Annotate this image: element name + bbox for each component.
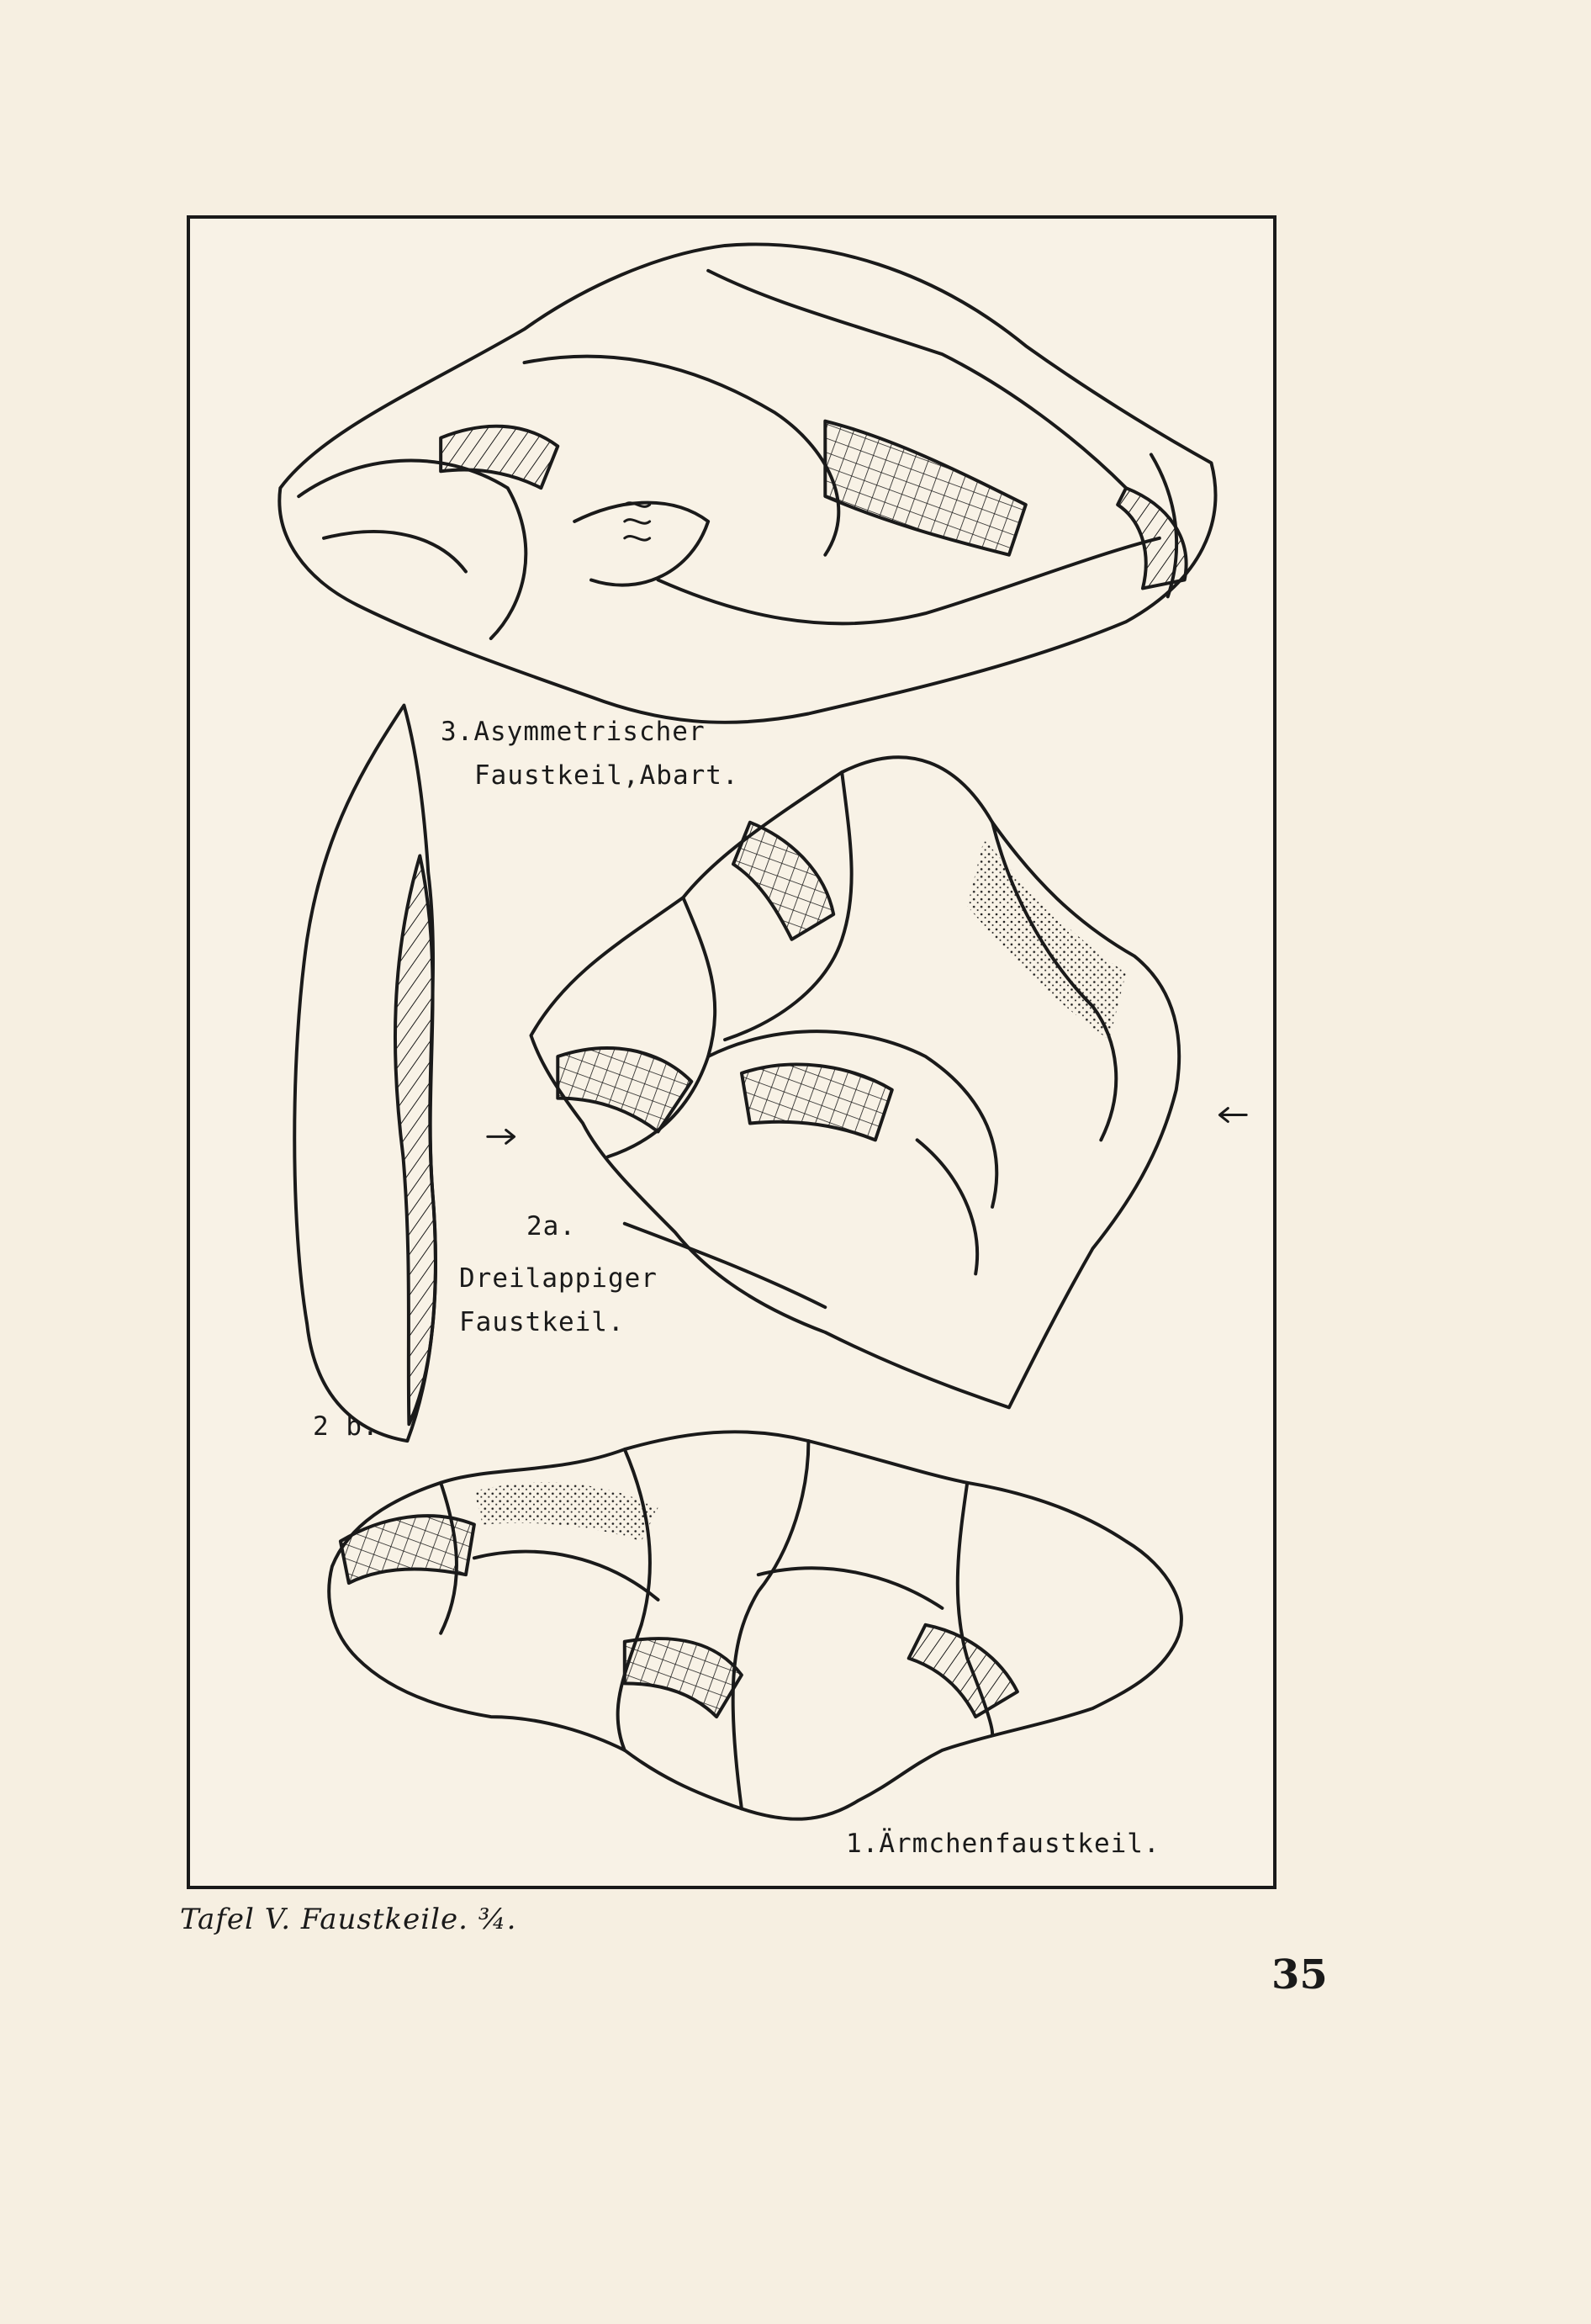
figure-2a-label: 2a. (526, 1211, 576, 1241)
figure-2b-profile (294, 706, 436, 1442)
figure-3-label-line1: 3.Asymmetrischer (441, 717, 706, 747)
page-number: 35 (1271, 1951, 1328, 1998)
figure-3-label-line2: Faustkeil,Abart. (474, 760, 739, 791)
figure-2a-label-line2: Faustkeil. (459, 1307, 625, 1337)
plate-caption: Tafel V. Faustkeile. ¾. (180, 1903, 517, 1936)
figure-2a-label-line1: Dreilappiger (459, 1263, 658, 1294)
figure-1-handaxe (329, 1432, 1181, 1818)
figure-1-label: 1.Ärmchenfaustkeil. (846, 1829, 1160, 1859)
figure-3-handaxe (279, 244, 1215, 722)
figure-2b-label: 2 b. (313, 1411, 379, 1442)
handaxe-illustrations (190, 219, 1273, 1886)
plate-frame (187, 215, 1276, 1889)
